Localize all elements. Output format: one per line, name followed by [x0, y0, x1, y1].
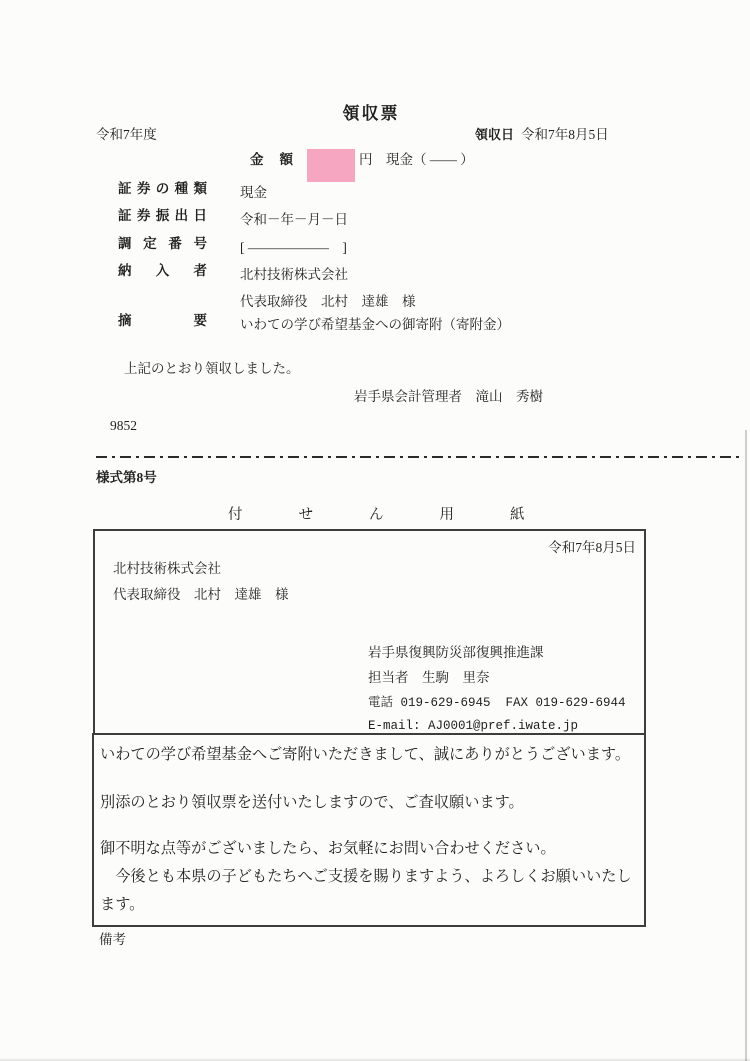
field-label-summary: 摘要 [118, 313, 207, 328]
phone-fax-line: 電話 019-629-6945 FAX 019-629-6944 [368, 696, 626, 710]
receipt-title: 領収票 [342, 104, 400, 123]
message-paragraph-2: 別添のとおり領収票を送付いたしますので、ご査収願います。 [100, 794, 524, 811]
field-value-assessment-number: [ ―――――― ] [240, 240, 347, 255]
amount-label: 金額 [250, 152, 293, 167]
remarks-label: 備考 [99, 932, 126, 947]
recipient-person: 代表取締役 北村 達雄 様 [113, 587, 289, 602]
contact-person: 担当者 生駒 里奈 [368, 670, 490, 685]
receipt-date-label: 領収日 [475, 127, 515, 142]
field-label-issue-date: 証券振出日 [118, 208, 207, 223]
field-value-summary: いわての学び希望基金への御寄附（寄附金） [240, 317, 510, 332]
message-paragraph-3: 御不明な点等がございましたら、お気軽にお問い合わせください。 [100, 840, 556, 857]
sender-department: 岩手県復興防災部復興推進課 [368, 645, 544, 660]
serial-number: 9852 [110, 418, 137, 433]
field-label-payer: 納入者 [118, 263, 207, 278]
field-value-payer-representative: 代表取締役 北村 達雄 様 [240, 294, 416, 309]
message-box [92, 733, 646, 927]
form-number: 様式第8号 [96, 470, 157, 485]
scan-edge-line [745, 430, 747, 1061]
receipt-date-value: 令和7年8月5日 [521, 127, 609, 142]
contact-info-box [93, 529, 646, 735]
signer-name: 岩手県会計管理者 滝山 秀樹 [354, 389, 543, 404]
field-value-issue-date: 令和－年－月－日 [240, 212, 348, 227]
email-line: E-mail: AJ0001@pref.iwate.jp [368, 719, 579, 733]
message-paragraph-1: いわての学び希望基金へご寄附いただきまして、誠にありがとうございます。 [100, 746, 631, 763]
field-label-securities-type: 証券の種類 [118, 181, 207, 196]
field-value-payer-company: 北村技術株式会社 [240, 267, 348, 282]
attachment-date: 令和7年8月5日 [548, 540, 636, 555]
recipient-company: 北村技術株式会社 [113, 561, 221, 576]
field-label-assessment-number: 調定番号 [118, 236, 207, 251]
amount-redaction-box [307, 149, 355, 182]
closing-note: 上記のとおり領収しました。 [124, 361, 300, 376]
field-value-securities-type: 現金 [240, 185, 267, 200]
message-paragraph-4: 今後とも本県の子どもたちへご支援を賜りますよう、よろしくお願いいたします。 [100, 868, 632, 913]
dash-dot-cut-line [96, 456, 740, 458]
attachment-title: 付せん用紙 [228, 507, 581, 523]
amount-suffix: 円 現金（ ―― ） [359, 152, 474, 167]
fiscal-year: 令和7年度 [96, 127, 157, 142]
